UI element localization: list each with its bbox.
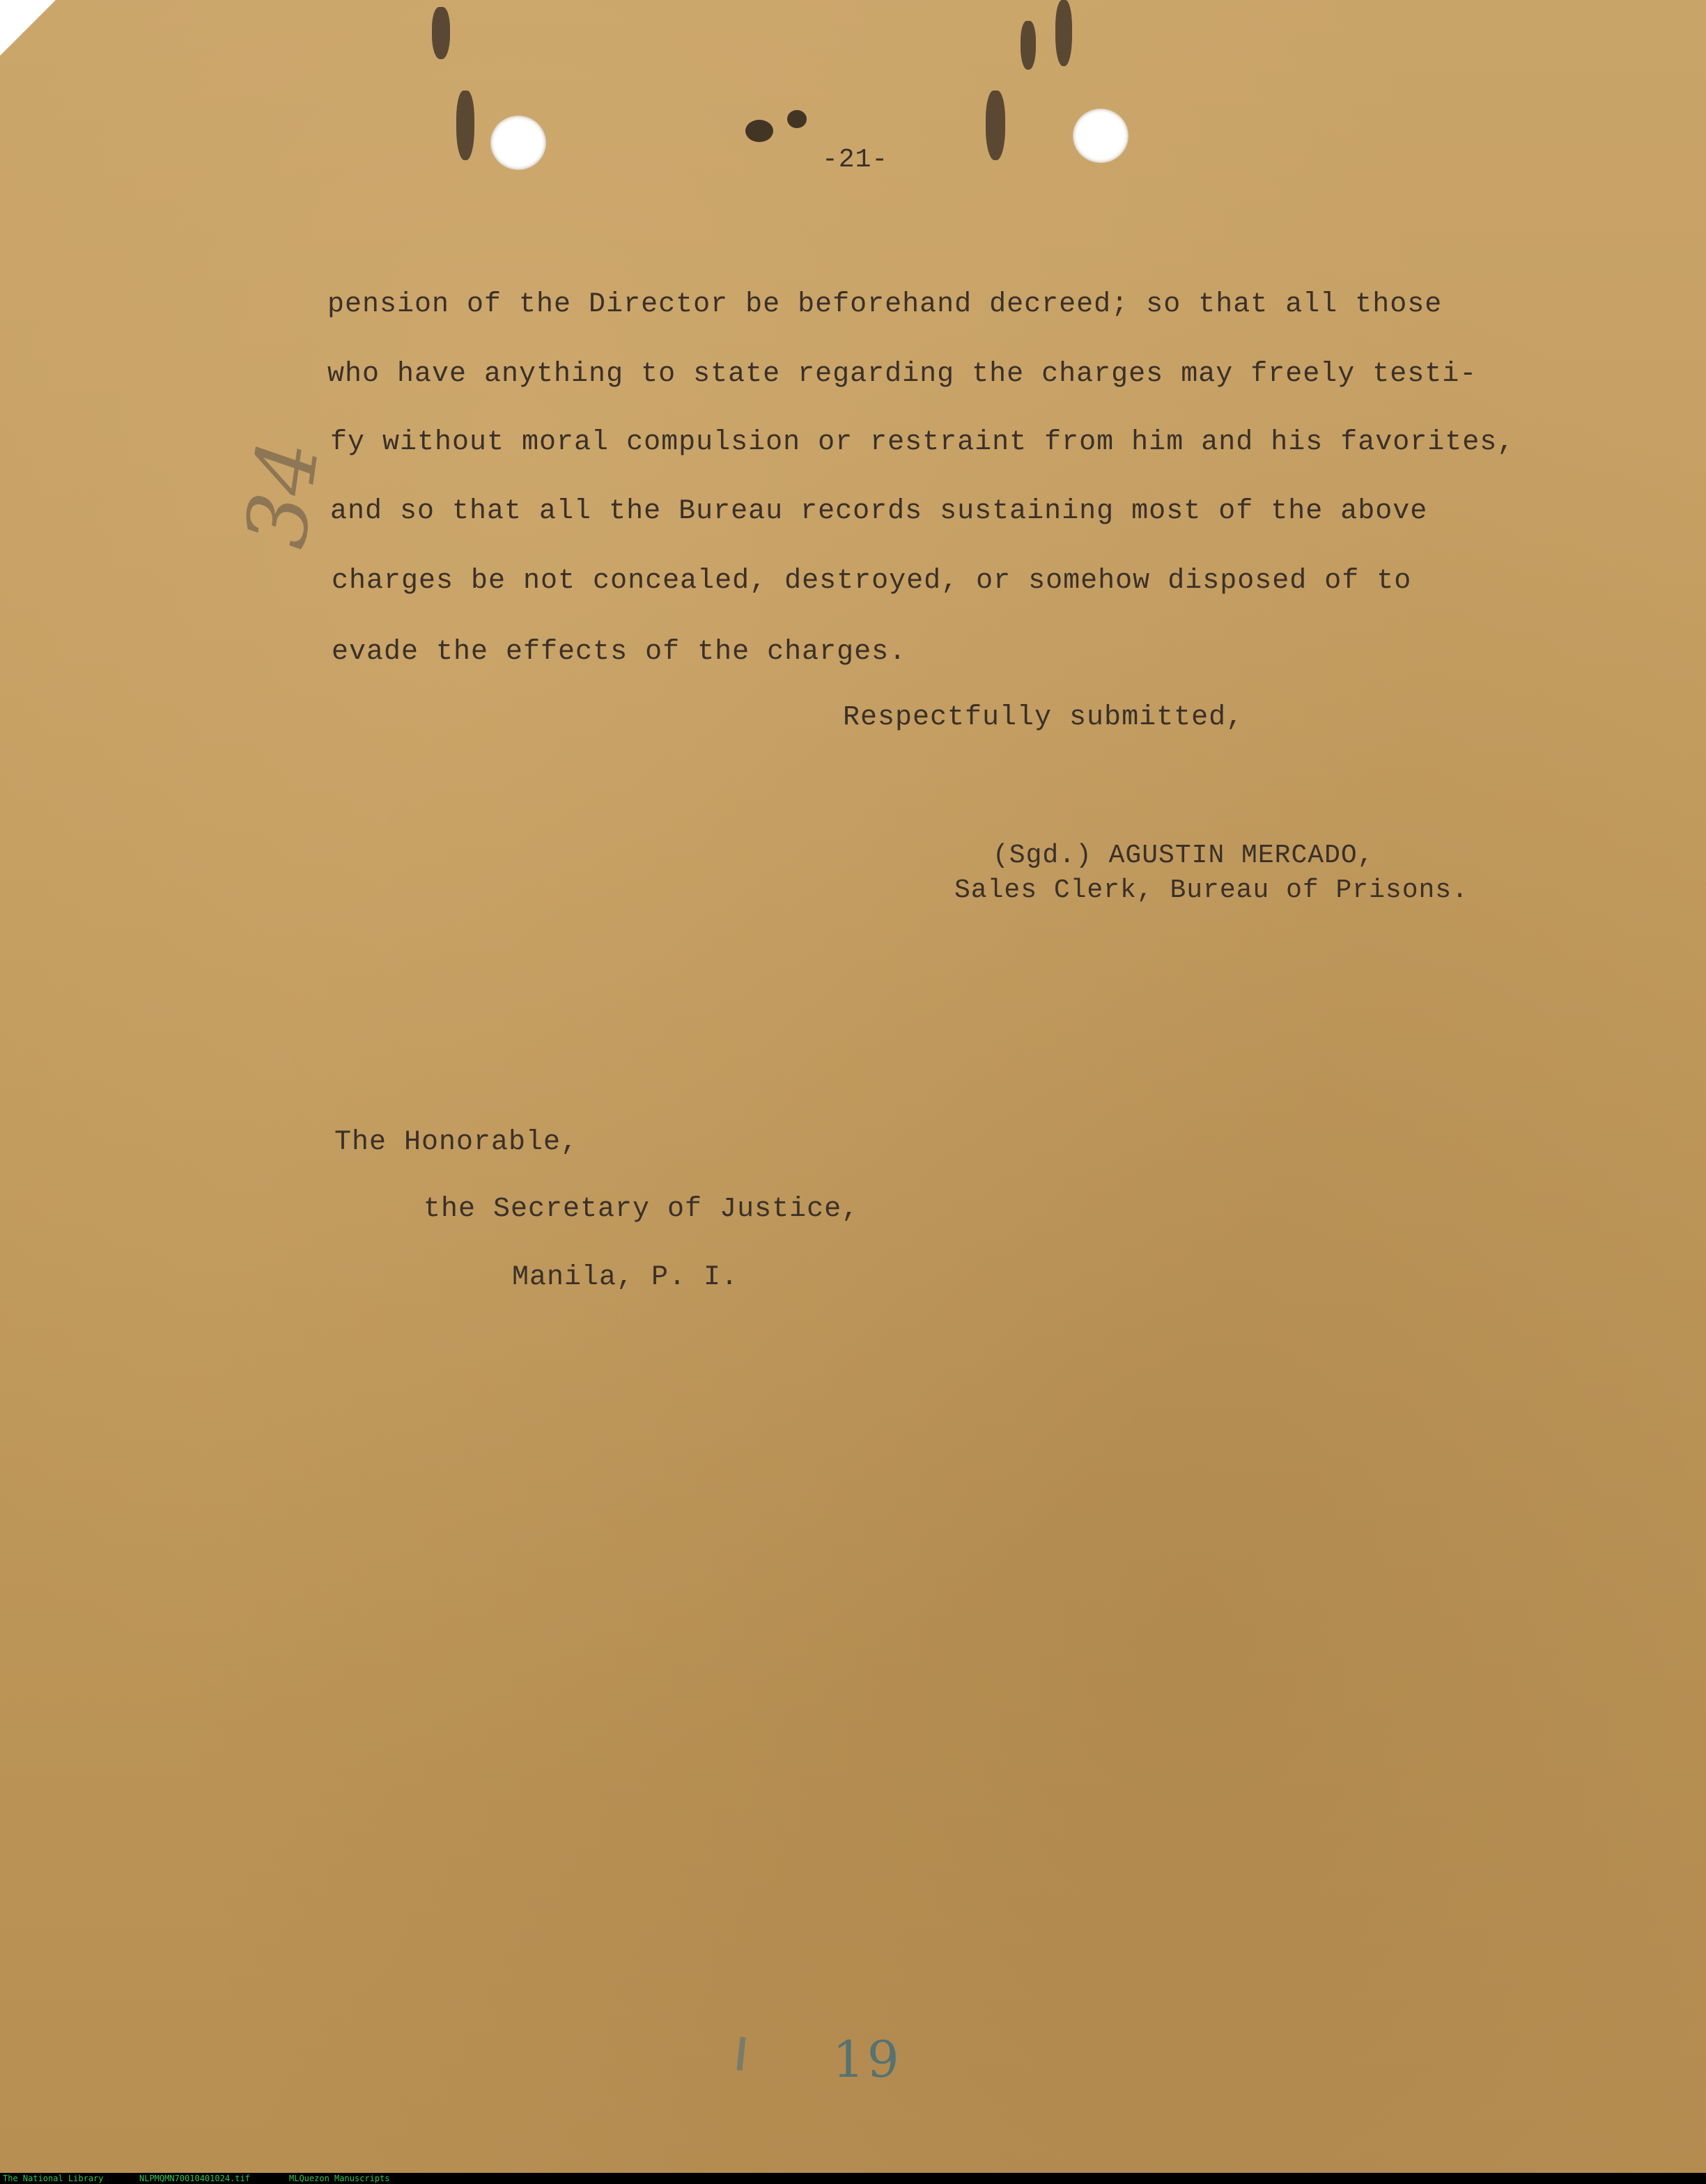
addressee-line: The Honorable,	[334, 1127, 579, 1158]
footer-file: NLPMQMN70010401024.tif	[139, 2174, 250, 2183]
stamp-mark	[737, 2037, 746, 2071]
footer-collection: MLQuezon Manuscripts	[289, 2174, 390, 2183]
closing-line: Respectfully submitted,	[843, 702, 1244, 733]
punch-hole-left	[490, 116, 546, 170]
body-line: charges be not concealed, destroyed, or somehow disposed of to	[332, 566, 1412, 597]
body-line: pension of the Director be beforehand decreed; so that all those	[327, 289, 1443, 320]
footer-library: The National Library	[3, 2174, 104, 2183]
body-line: evade the effects of the charges.	[332, 637, 907, 668]
ink-mark	[432, 7, 450, 59]
ink-stain	[745, 120, 773, 142]
addressee-line: the Secretary of Justice,	[424, 1194, 860, 1225]
stamp-number: 19	[832, 2030, 902, 2089]
ink-mark	[986, 91, 1005, 160]
ink-mark	[456, 91, 474, 160]
signature-name: (Sgd.) AGUSTIN MERCADO,	[993, 841, 1374, 871]
ink-stain	[787, 110, 807, 128]
scan-footer-bar	[0, 2173, 1706, 2184]
ink-mark	[1055, 0, 1072, 66]
page-number: -21-	[822, 145, 889, 175]
body-line: who have anything to state regarding the charges may freely testi-	[327, 359, 1478, 390]
signature-title: Sales Clerk, Bureau of Prisons.	[954, 875, 1468, 905]
punch-hole-right	[1073, 109, 1129, 163]
body-line: fy without moral compulsion or restraint from him and his favorites,	[330, 427, 1515, 458]
body-line: and so that all the Bureau records sustaining most of the above	[330, 496, 1428, 527]
handwritten-margin-note: 34	[227, 435, 339, 554]
ink-mark	[1021, 21, 1036, 70]
addressee-line: Manila, P. I.	[512, 1262, 739, 1293]
